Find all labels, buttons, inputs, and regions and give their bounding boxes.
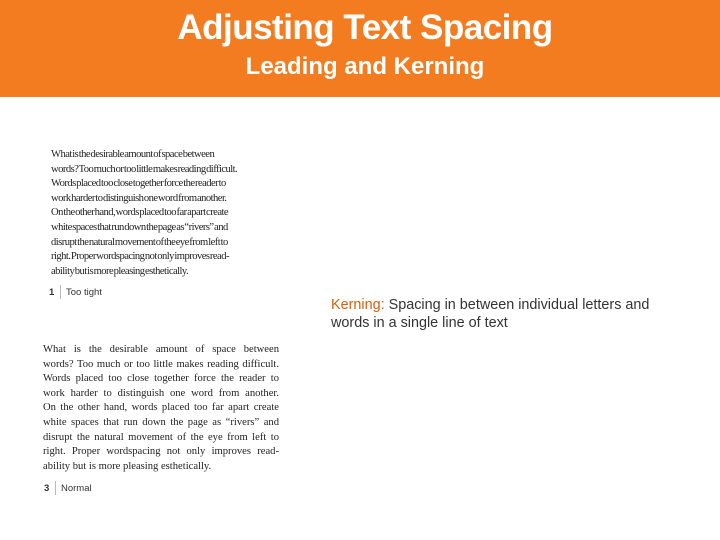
caption-divider [55, 481, 56, 495]
slide-title: Adjusting Text Spacing [177, 8, 553, 47]
sample-line: What is the desirable amount of space between [43, 344, 279, 355]
sample-line: white spaces that run down the page as “rivers” and [43, 416, 279, 428]
sample-line: work harder to distinguish one word from another. [43, 387, 279, 399]
sample-line: Words placed too close together force the reader to [43, 373, 279, 385]
sample-too-tight [51, 148, 291, 279]
sample-line: white spaces that run down the page as “rivers” and [51, 221, 228, 233]
definition-text: Spacing in between individual letters and words in a single line of text [331, 297, 650, 331]
slide-subtitle: Leading and Kerning [245, 53, 485, 80]
caption-too-tight [49, 285, 102, 299]
sample-line: work harder to distinguish one word from another. [51, 192, 227, 204]
caption-label: Normal [61, 482, 92, 494]
sample-line: words? Too much or too little makes reading difficult. [51, 163, 238, 175]
sample-line: disrupt the natural movement of the eye from left to [51, 236, 228, 248]
sample-line: What is the desirable amount of space between [51, 149, 215, 160]
caption-divider [60, 285, 61, 299]
caption-number: 3 [44, 482, 50, 494]
sample-line: ability but is more pleasing esthetically. [43, 460, 212, 472]
sample-line: Words placed too close together force the reader to [51, 178, 226, 190]
sample-line: On the other hand, words placed too far apart create [43, 402, 279, 414]
sample-line: disrupt the natural movement of the eye from left to [43, 431, 279, 443]
sample-normal [43, 343, 279, 474]
sample-line: ability but is more pleasing esthetically. [51, 265, 189, 277]
sample-line: right. Proper wordspacing not only improves read- [51, 251, 229, 263]
sample-line: right. Proper wordspacing not only improves read- [43, 446, 279, 458]
sample-line: On the other hand, words placed too far apart create [51, 207, 229, 219]
sample-line: words? Too much or too little makes reading difficult. [43, 358, 279, 370]
title-banner [0, 0, 720, 97]
caption-number: 1 [49, 286, 55, 298]
definition-term: Kerning: [331, 297, 385, 313]
caption-normal [44, 481, 92, 495]
caption-label: Too tight [66, 286, 102, 298]
kerning-definition [331, 296, 691, 332]
